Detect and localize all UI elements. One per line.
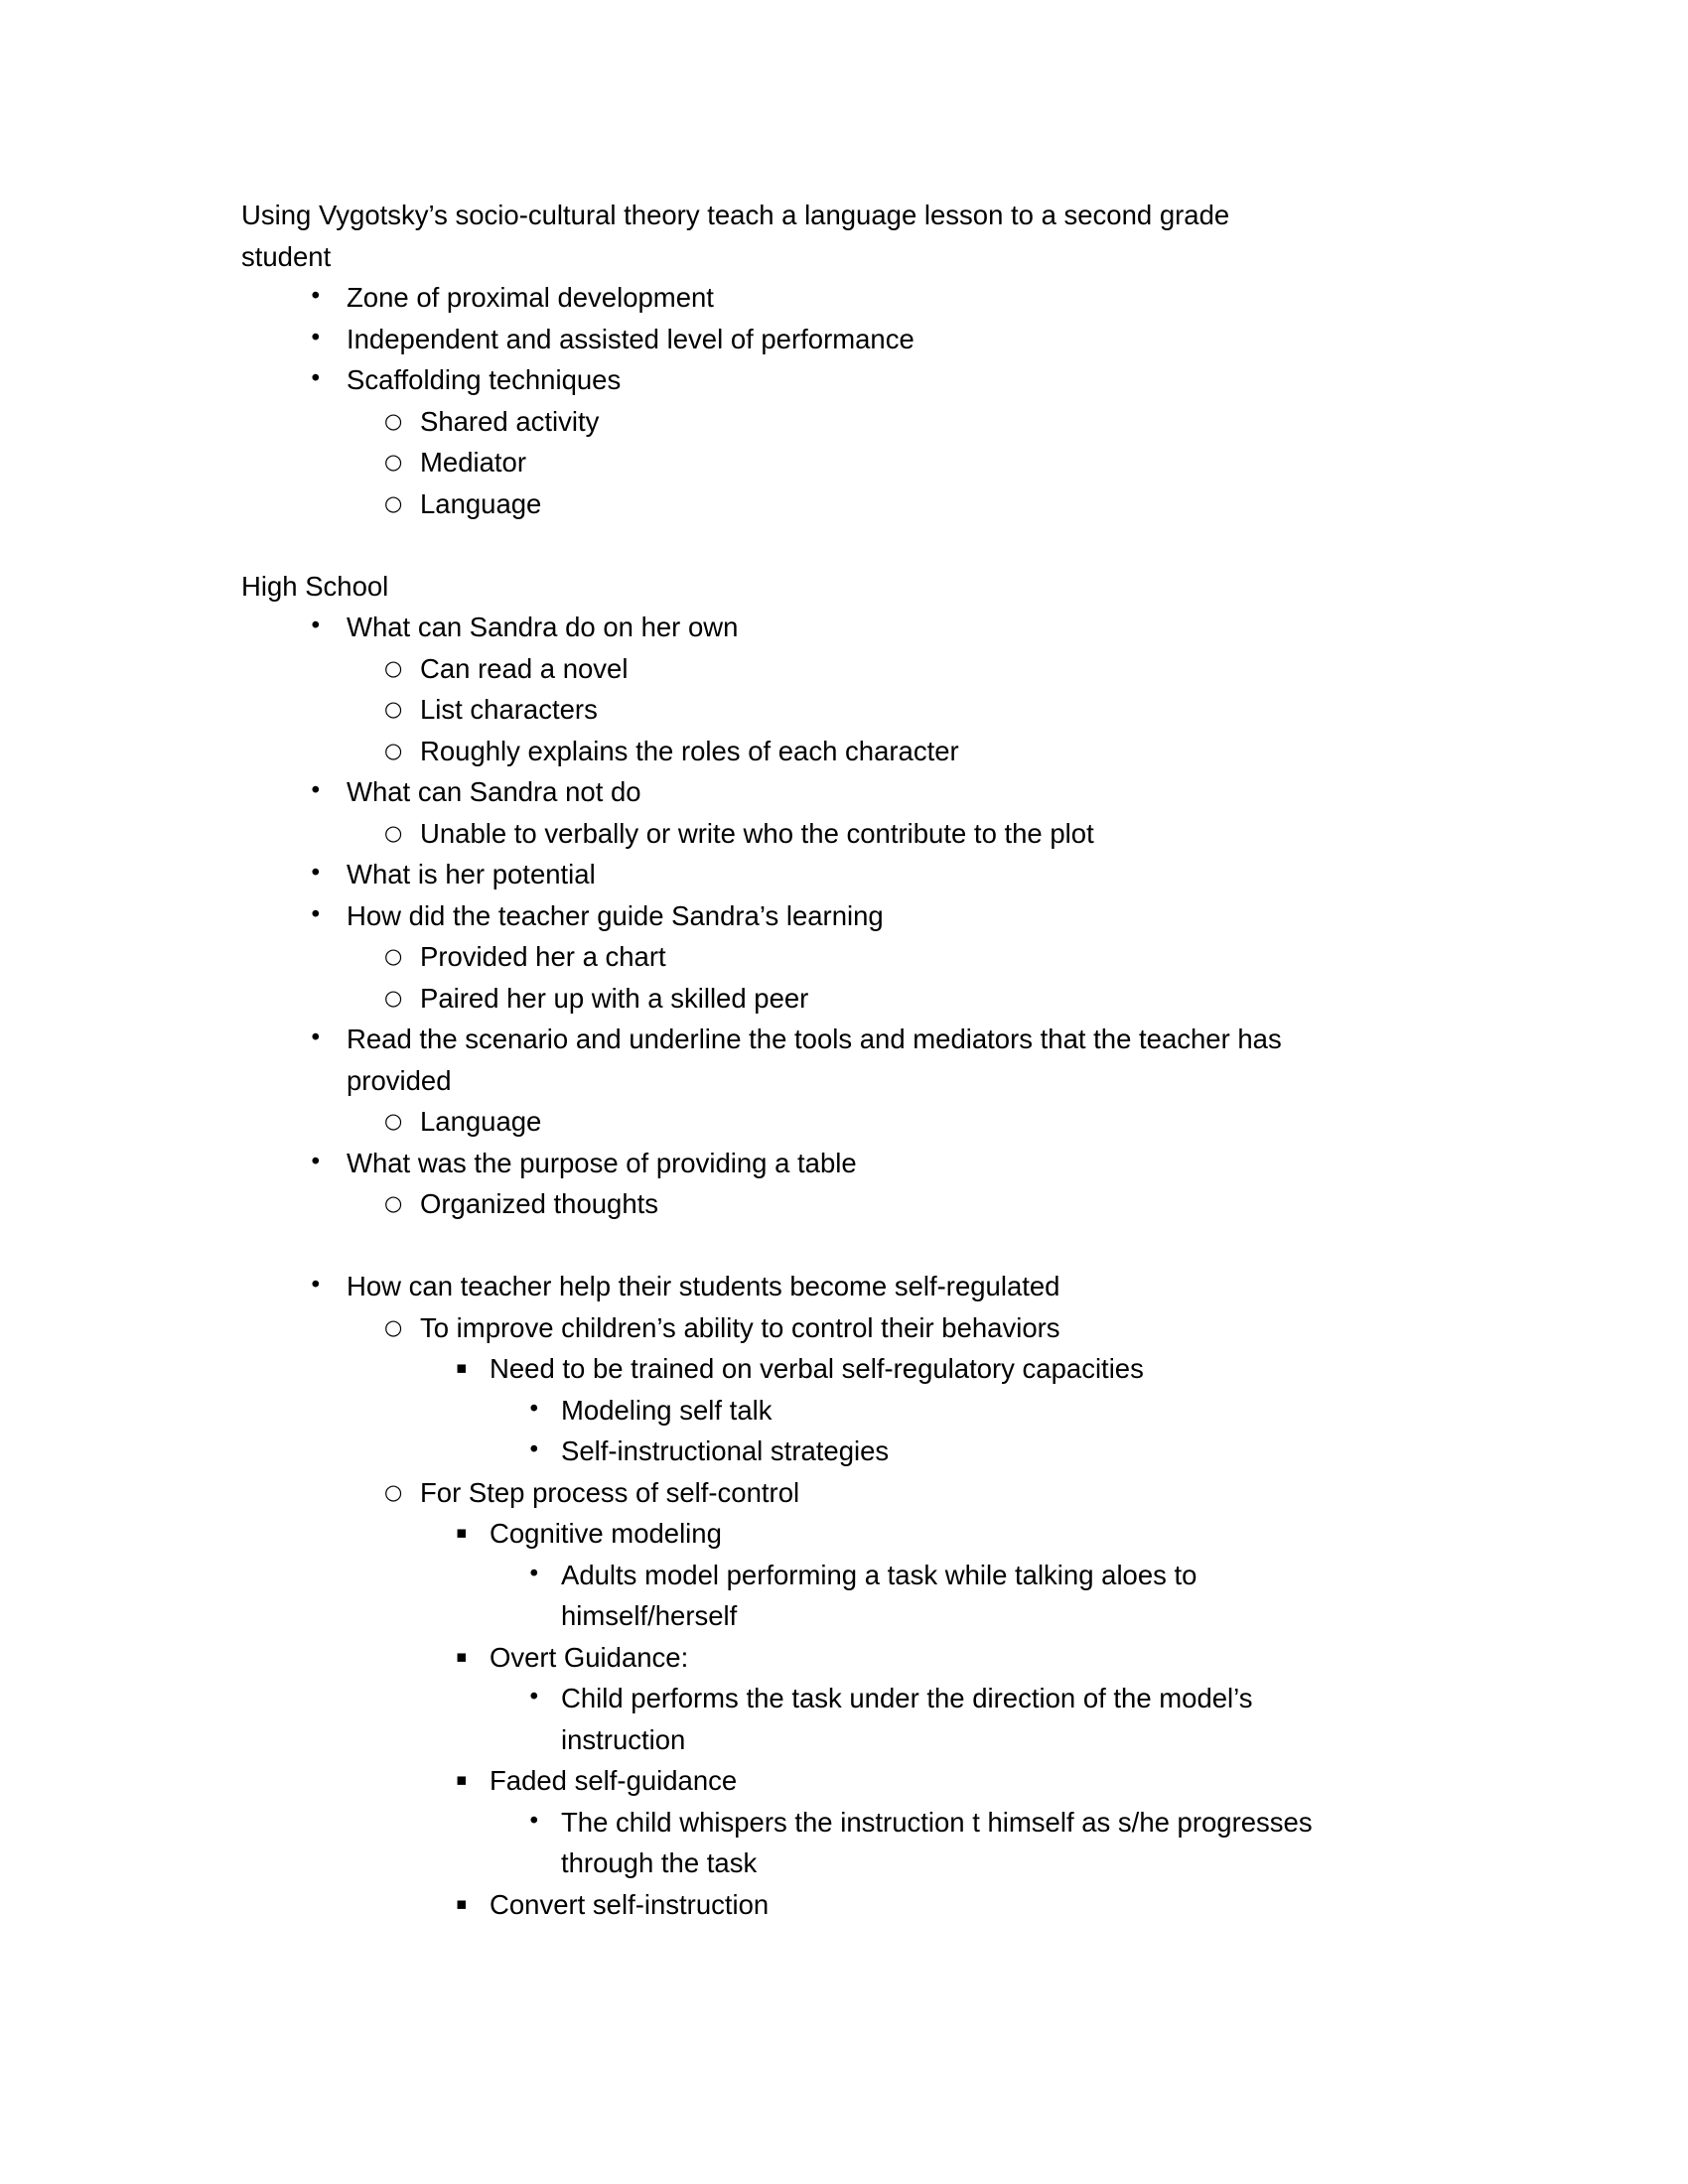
bullet-disc-icon: • [309, 901, 323, 928]
item-help-students-self-regulated [241, 1266, 1450, 1307]
item-what-can-sandra-not-do [241, 771, 1450, 813]
item-scaffolding-techniques [241, 359, 1450, 401]
item-what-is-her-potential-label: What is her potential [347, 859, 596, 889]
bullet-disc-icon: • [309, 1149, 323, 1175]
bullet-circle-icon: ○ [384, 697, 403, 721]
item-can-read-a-novel-label: Can read a novel [420, 652, 629, 684]
item-roughly-explains-roles-label: Roughly explains the roles of each character [420, 735, 959, 766]
item-cognitive-modeling [241, 1513, 1450, 1555]
bullet-disc-icon: • [309, 366, 323, 392]
item-faded-self-guidance-label: Faded self-guidance [490, 1765, 738, 1796]
item-what-can-sandra-do-label: What can Sandra do on her own [347, 612, 739, 642]
item-overt-guidance [241, 1637, 1450, 1679]
item-organized-thoughts [241, 1183, 1450, 1225]
item-scaffolding-techniques-label: Scaffolding techniques [347, 364, 622, 395]
bullet-circle-icon: ○ [384, 450, 403, 474]
item-language-scaffolding-label: Language [420, 487, 542, 519]
bullet-circle-icon: ○ [384, 738, 403, 762]
item-child-whispers-instruction [241, 1802, 1450, 1884]
item-shared-activity [241, 401, 1450, 443]
bullet-disc-icon: • [309, 1273, 323, 1298]
bullet-disc-icon: • [309, 1025, 323, 1051]
item-mediator-label: Mediator [420, 447, 526, 478]
item-shared-activity-label: Shared activity [420, 405, 600, 437]
item-language-mediator [241, 1101, 1450, 1143]
item-what-is-her-potential [241, 854, 1450, 895]
section-gap-2 [241, 1225, 1450, 1267]
item-mediator [241, 442, 1450, 483]
item-trained-verbal-self-regulatory-label: Need to be trained on verbal self-regulatory capacities [490, 1353, 1144, 1384]
item-list-characters [241, 689, 1450, 731]
bullet-circle-icon: ○ [384, 655, 403, 680]
item-trained-verbal-self-regulatory [241, 1348, 1450, 1390]
bullet-circle-icon: ○ [384, 985, 403, 1010]
item-zone-of-proximal-development-label: Zone of proximal development [347, 282, 714, 313]
bullet-disc-icon: • [309, 325, 323, 351]
bullet-disc-icon: • [527, 1396, 541, 1423]
item-independent-assisted-level [241, 319, 1450, 360]
item-how-teacher-guided-label: How did the teacher guide Sandra’s learning [347, 899, 884, 931]
bullet-disc-icon: • [309, 861, 323, 887]
item-for-step-process-label: For Step process of self-control [420, 1476, 800, 1508]
item-modeling-self-talk [241, 1390, 1450, 1432]
bullet-disc-icon: • [309, 284, 323, 310]
bullet-circle-icon: ○ [384, 408, 403, 433]
item-zone-of-proximal-development [241, 277, 1450, 319]
item-purpose-of-table [241, 1143, 1450, 1184]
item-improve-children-control [241, 1307, 1450, 1349]
bullet-circle-icon: ○ [384, 1479, 403, 1504]
bullet-circle-icon: ○ [384, 944, 403, 968]
item-child-performs-task [241, 1678, 1450, 1760]
item-child-whispers-instruction-label: The child whispers the instruction t himself as s/he progresses through the task [561, 1806, 1313, 1878]
item-modeling-self-talk-label: Modeling self talk [561, 1394, 773, 1426]
bullet-circle-icon: ○ [384, 490, 403, 515]
bullet-disc-icon: • [527, 1808, 541, 1835]
item-convert-self-instruction [241, 1884, 1450, 1926]
bullet-circle-icon: ○ [384, 1314, 403, 1339]
item-roughly-explains-roles [241, 731, 1450, 772]
bullet-square-icon: ▪ [456, 1770, 468, 1790]
item-organized-thoughts-label: Organized thoughts [420, 1188, 659, 1219]
item-what-can-sandra-not-do-label: What can Sandra not do [347, 776, 641, 807]
bullet-disc-icon: • [309, 778, 323, 804]
item-can-read-a-novel [241, 648, 1450, 690]
item-how-teacher-guided [241, 895, 1450, 937]
item-self-instructional-strategies [241, 1431, 1450, 1472]
item-adults-model-task-label: Adults model performing a task while talking aloes to himself/herself [561, 1559, 1197, 1631]
intro-paragraph: Using Vygotsky’s socio-cultural theory teach a language lesson to a second grade student [241, 200, 1230, 272]
item-unable-to-verbally-label: Unable to verbally or write who the contribute to the plot [420, 817, 1094, 849]
item-language-scaffolding [241, 483, 1450, 525]
item-convert-self-instruction-label: Convert self-instruction [490, 1888, 770, 1920]
item-help-students-self-regulated-label: How can teacher help their students become self-regulated [347, 1271, 1060, 1301]
item-read-scenario-underline [241, 1019, 1450, 1101]
bullet-square-icon: ▪ [456, 1523, 468, 1543]
document-body [241, 195, 1450, 1925]
bullet-disc-icon: • [309, 614, 323, 639]
item-independent-assisted-level-label: Independent and assisted level of performance [347, 323, 914, 354]
item-unable-to-verbally [241, 813, 1450, 855]
item-provided-a-chart-label: Provided her a chart [420, 941, 666, 972]
bullet-square-icon: ▪ [456, 1893, 468, 1914]
bullet-circle-icon: ○ [384, 1109, 403, 1133]
item-purpose-of-table-label: What was the purpose of providing a table [347, 1147, 857, 1178]
item-paired-with-skilled-peer-label: Paired her up with a skilled peer [420, 982, 809, 1014]
section-gap-1 [241, 524, 1450, 566]
bullet-circle-icon: ○ [384, 820, 403, 845]
item-child-performs-task-label: Child performs the task under the direction of the model’s instruction [561, 1683, 1253, 1755]
item-provided-a-chart [241, 936, 1450, 978]
item-read-scenario-underline-label: Read the scenario and underline the tools and mediators that the teacher has provided [347, 1024, 1282, 1096]
high-school-heading: High School [241, 570, 389, 602]
item-self-instructional-strategies-label: Self-instructional strategies [561, 1435, 890, 1466]
item-for-step-process [241, 1472, 1450, 1514]
bullet-square-icon: ▪ [456, 1646, 468, 1667]
item-faded-self-guidance [241, 1760, 1450, 1802]
item-list-characters-label: List characters [420, 694, 598, 725]
bullet-circle-icon: ○ [384, 1191, 403, 1215]
item-overt-guidance-label: Overt Guidance: [490, 1641, 689, 1673]
item-adults-model-task [241, 1555, 1450, 1637]
item-what-can-sandra-do [241, 607, 1450, 648]
item-paired-with-skilled-peer [241, 978, 1450, 1020]
item-cognitive-modeling-label: Cognitive modeling [490, 1518, 722, 1549]
item-improve-children-control-label: To improve children’s ability to control their behaviors [420, 1311, 1060, 1343]
item-language-mediator-label: Language [420, 1106, 542, 1137]
bullet-disc-icon: • [527, 1685, 541, 1710]
bullet-disc-icon: • [527, 1561, 541, 1587]
bullet-disc-icon: • [527, 1437, 541, 1463]
bullet-square-icon: ▪ [456, 1358, 468, 1378]
